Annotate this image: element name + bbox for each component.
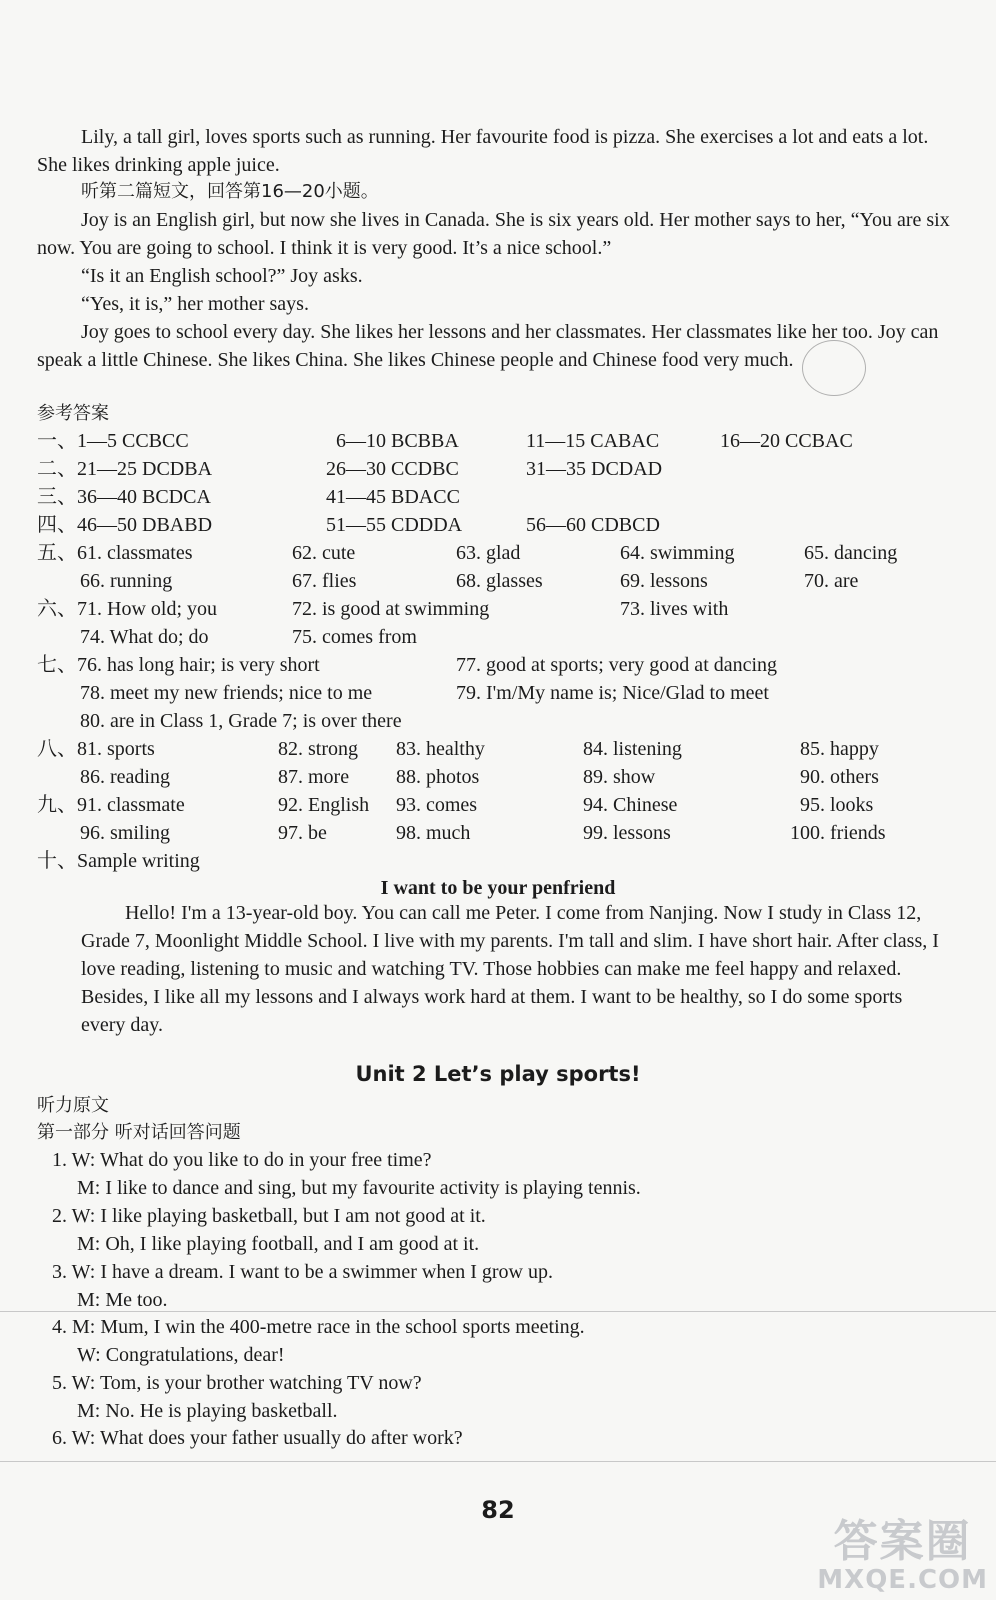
answer-cell: 92. English	[278, 794, 370, 816]
dialogue-line: 1. W: What do you like to do in your free time?	[52, 1149, 432, 1171]
dialogue-line: 2. W: I like playing basketball, but I am not good at it.	[52, 1205, 486, 1227]
answer-cell: 87. more	[278, 766, 350, 788]
dialogue-line: M: No. He is playing basketball.	[77, 1400, 338, 1422]
essay-text: Hello! I'm a 13-year-old boy. You can call me Peter. I come from Nanjing. Now I study in Class 12, Grade 7, Moonlight Middle School. I live with my parents. I'm tall and slim. I have short hair. After class, I love reading, listening to music and watching TV. Those hobbies can make me feel happy and relaxed. Besides, I like all my lessons and I always work hard at them. I want to be healthy, so I do some sports every day.	[81, 902, 939, 1036]
dialogue-line: M: Oh, I like playing football, and I am good at it.	[77, 1233, 480, 1255]
sample-writing-label: 十、Sample writing	[37, 850, 200, 872]
answer-cell: 77. good at sports; very good at dancing	[456, 654, 778, 676]
answer-cell: 九、91. classmate	[37, 794, 185, 816]
answer-cell: 6—10 BCBBA	[336, 430, 459, 452]
answer-cell: 63. glad	[456, 542, 521, 564]
answer-cell: 五、61. classmates	[37, 542, 193, 564]
answer-cell: 72. is good at swimming	[292, 598, 490, 620]
answer-cell: 89. show	[583, 766, 656, 788]
answer-cell: 62. cute	[292, 542, 356, 564]
answer-cell: 74. What do; do	[80, 626, 209, 648]
page-number: 82	[481, 1496, 515, 1524]
answer-cell: 78. meet my new friends; nice to me	[80, 682, 373, 704]
answer-cell: 67. flies	[292, 570, 357, 592]
answer-cell: 90. others	[800, 766, 879, 788]
answer-cell: 95. looks	[800, 794, 874, 816]
answer-cell: 84. listening	[583, 738, 682, 760]
answer-cell: 11—15 CABAC	[526, 430, 660, 452]
intro-paragraph	[37, 123, 959, 179]
answer-cell: 86. reading	[80, 766, 170, 788]
dialogue-line: 6. W: What does your father usually do after work?	[52, 1427, 463, 1449]
answer-cell: 七、76. has long hair; is very short	[37, 654, 320, 676]
answer-cell: 75. comes from	[292, 626, 417, 648]
answer-cell: 98. much	[396, 822, 471, 844]
answer-cell: 41—45 BDACC	[326, 486, 460, 508]
answer-cell: 31—35 DCDAD	[526, 458, 663, 480]
answer-cell: 83. healthy	[396, 738, 485, 760]
watermark-url: MXQE.COM	[817, 1565, 988, 1595]
answer-cell: 80. are in Class 1, Grade 7; is over there	[80, 710, 402, 732]
paragraph-text: “Is it an English school?” Joy asks.	[81, 265, 363, 287]
paragraph-text: Joy is an English girl, but now she lives in Canada. She is six years old. Her mother says to her, “You are six now. You are going to school. I think it is very good. It’s a nice school.”	[37, 209, 950, 259]
dialogue-line: M: Me too.	[77, 1289, 168, 1311]
answer-cell: 93. comes	[396, 794, 478, 816]
dialogue-line: M: I like to dance and sing, but my favourite activity is playing tennis.	[77, 1177, 641, 1199]
stamp-mark	[802, 340, 866, 396]
dialogue-line: W: Congratulations, dear!	[77, 1344, 285, 1366]
page-fold-line	[0, 1461, 996, 1462]
answer-cell: 56—60 CDBCD	[526, 514, 660, 536]
paragraph-text: Joy goes to school every day. She likes her lessons and her classmates. Her classmates like her too. Joy can speak a little Chinese. She likes China. She likes Chinese people and Chinese food very much.	[37, 321, 939, 371]
answer-cell: 94. Chinese	[583, 794, 678, 816]
answer-cell: 六、71. How old; you	[37, 598, 217, 620]
answer-cell: 82. strong	[278, 738, 358, 760]
listen2-heading: 听第二篇短文，回答第16—20小题。	[81, 181, 379, 202]
answer-cell: 100. friends	[790, 822, 886, 844]
answer-cell: 三、36—40 BCDCA	[37, 486, 211, 508]
answer-cell: 70. are	[804, 570, 859, 592]
answers-heading: 参考答案	[37, 403, 109, 424]
dialogue-line: 4. M: Mum, I win the 400-metre race in the school sports meeting.	[52, 1316, 585, 1338]
paragraph-text: “Yes, it is,” her mother says.	[81, 293, 309, 315]
answer-cell: 96. smiling	[80, 822, 171, 844]
answer-cell: 一、1—5 CCBCC	[37, 430, 189, 452]
answer-cell: 88. photos	[396, 766, 480, 788]
part1-heading: 第一部分 听对话回答问题	[37, 1122, 241, 1143]
answer-cell: 二、21—25 DCDBA	[37, 458, 213, 480]
watermark-logo-text: 答案圈	[833, 1516, 972, 1567]
answer-cell: 99. lessons	[583, 822, 671, 844]
answer-cell: 97. be	[278, 822, 327, 844]
answer-cell: 16—20 CCBAC	[720, 430, 853, 452]
essay	[81, 899, 949, 1039]
answer-cell: 79. I'm/My name is; Nice/Glad to meet	[456, 682, 769, 704]
watermark	[817, 1518, 988, 1594]
unit-title: Unit 2 Let’s play sports!	[355, 1062, 641, 1086]
answer-cell: 26—30 CCDBC	[326, 458, 459, 480]
answer-cell: 51—55 CDDDA	[326, 514, 463, 536]
answer-cell: 八、81. sports	[37, 738, 155, 760]
answer-cell: 64. swimming	[620, 542, 735, 564]
answer-cell: 65. dancing	[804, 542, 898, 564]
answer-cell: 69. lessons	[620, 570, 708, 592]
dialogue-line: 3. W: I have a dream. I want to be a swimmer when I grow up.	[52, 1261, 553, 1283]
dialogue-line: 5. W: Tom, is your brother watching TV now?	[52, 1372, 422, 1394]
answer-cell: 四、46—50 DBABD	[37, 514, 213, 536]
answer-cell: 68. glasses	[456, 570, 543, 592]
answer-cell: 66. running	[80, 570, 173, 592]
answer-cell: 85. happy	[800, 738, 879, 760]
listening-heading: 听力原文	[37, 1095, 109, 1116]
answer-cell: 73. lives with	[620, 598, 729, 620]
essay-title: I want to be your penfriend	[380, 877, 616, 899]
page-fold-line	[0, 1311, 996, 1312]
paragraph-text: Lily, a tall girl, loves sports such as running. Her favourite food is pizza. She exercises a lot and eats a lot. She likes drinking apple juice.	[37, 126, 929, 176]
